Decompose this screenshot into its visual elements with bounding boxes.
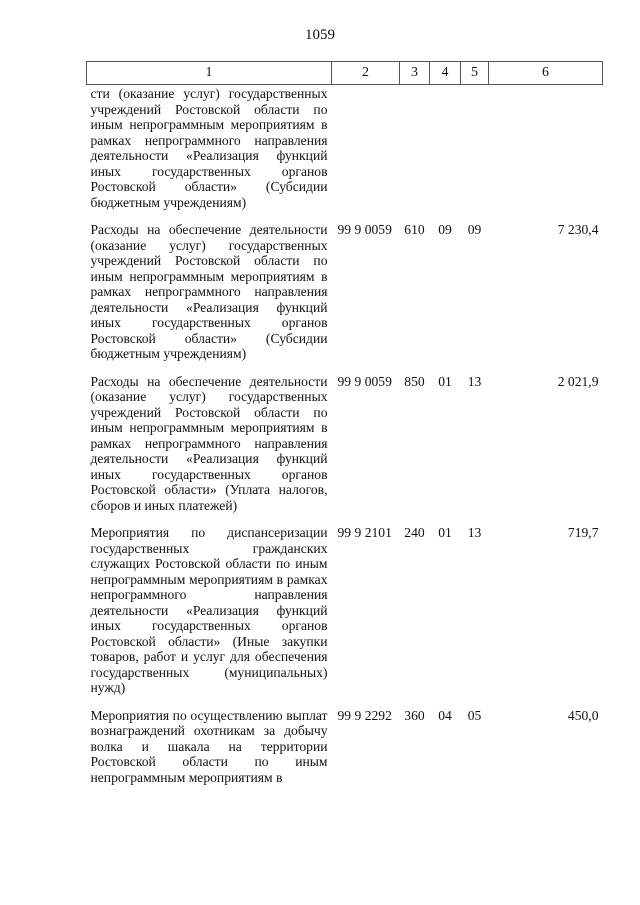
table-row <box>87 524 603 707</box>
row-col5 <box>461 85 489 222</box>
row-amount: 2 021,9 <box>557 373 599 389</box>
row-col4: 01 <box>438 373 452 389</box>
column-header: 1 <box>87 62 332 85</box>
column-header: 4 <box>430 62 461 85</box>
row-col4: 09 <box>438 222 452 237</box>
table-row <box>87 221 603 373</box>
row-code: 99 9 2101 <box>337 525 392 540</box>
row-col5: 09 <box>467 222 482 237</box>
row-col5: 13 <box>467 525 482 540</box>
row-col3: 610 <box>404 222 425 237</box>
row-code: 99 9 0059 <box>337 222 392 237</box>
row-col4: 01 <box>438 525 452 540</box>
row-amount: 450,0 <box>567 707 599 723</box>
table-header-row <box>87 62 603 85</box>
row-amount <box>489 85 603 222</box>
row-description: Мероприятия по диспансеризации государственных гражданских служащих Ростовской области по иным непрограммным мероприятиям в рамках непрограммного направления деятельности «Реализация функций иных государственных органов Ростовской области» (Иные закупки товаров, работ и услуг для обеспечения государственных (муниципальных) нужд) <box>90 525 328 695</box>
table-row <box>87 85 603 222</box>
row-col3: 360 <box>404 707 425 723</box>
row-col3: 240 <box>404 525 425 540</box>
row-col5: 13 <box>467 373 482 389</box>
row-amount: 7 230,4 <box>557 222 599 237</box>
row-description: Мероприятия по осуществлению выплат вознаграждений охотникам за добычу волка и шакала на территории Ростовской области по иным непрограммным мероприятиям в <box>90 707 328 785</box>
row-amount: 719,7 <box>567 525 599 540</box>
row-col3 <box>400 85 430 222</box>
row-code: 99 9 0059 <box>337 373 392 389</box>
table-row <box>87 373 603 525</box>
page-number: 1059 <box>305 27 335 43</box>
row-description: сти (оказание услуг) государственных учреждений Ростовской области по иным непрограммным мероприятиям в рамках непрограммного направления деятельности «Реализация функций иных государственных органов Ростовской области» (Субсидии бюджетным учреждениям) <box>90 86 328 210</box>
column-header: 3 <box>400 62 430 85</box>
column-header: 5 <box>461 62 489 85</box>
row-col4 <box>430 85 461 222</box>
row-code: 99 9 2292 <box>337 707 392 723</box>
budget-table <box>86 61 603 796</box>
row-col4: 04 <box>438 707 452 723</box>
row-code <box>332 85 400 222</box>
column-header: 2 <box>332 62 400 85</box>
row-col3: 850 <box>404 373 425 389</box>
column-header: 6 <box>489 62 603 85</box>
row-description: Расходы на обеспечение деятельности (оказание услуг) государственных учреждений Ростовской области по иным непрограммным мероприятиям в рамках непрограммного направления деятельности «Реализация функций иных государственных органов Ростовской области» (Уплата налогов, сборов и иных платежей) <box>90 373 328 513</box>
table-row <box>87 707 603 797</box>
row-col5: 05 <box>467 707 482 723</box>
row-description: Расходы на обеспечение деятельности (оказание услуг) государственных учреждений Ростовской области по иным непрограммным мероприятиям в рамках непрограммного направления деятельности «Реализация функций иных государственных органов Ростовской области» (Субсидии бюджетным учреждениям) <box>90 222 328 361</box>
